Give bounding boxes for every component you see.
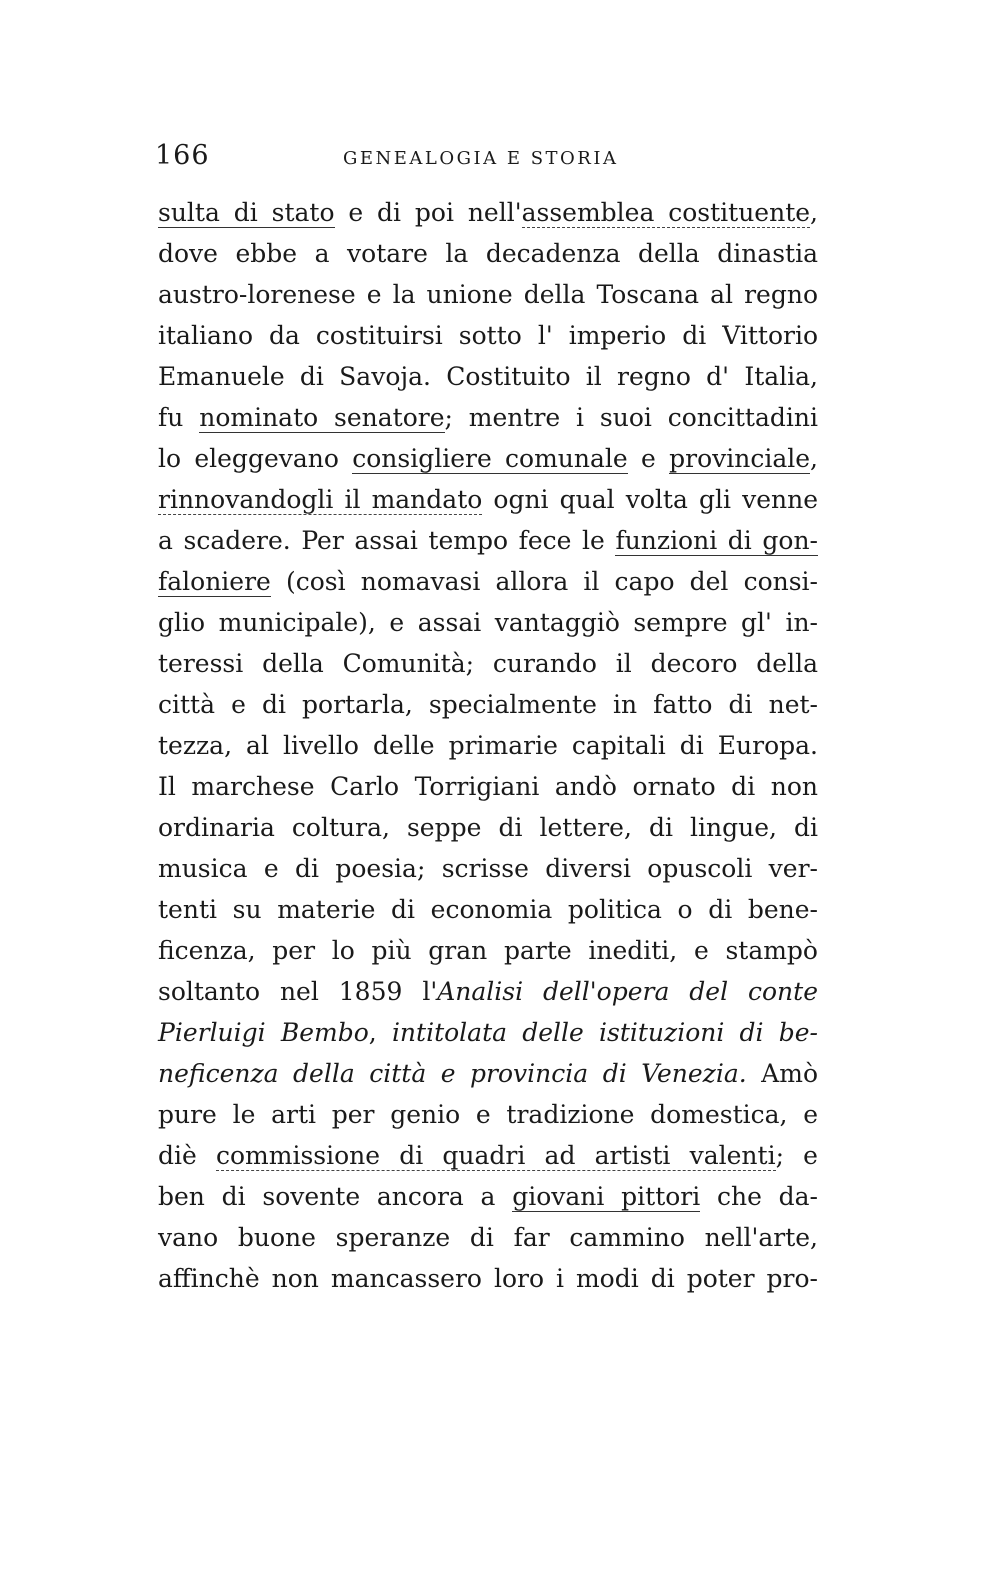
text-line: lo eleggevano consigliere comunale e provinciale, bbox=[158, 444, 818, 473]
page-number: 166 bbox=[155, 140, 210, 171]
text-line: rinnovandogli il mandato ogni qual volta gli venne bbox=[158, 485, 818, 514]
running-title: GENEALOGIA E STORIA bbox=[343, 148, 619, 169]
underlined-phrase: provinciale bbox=[669, 444, 811, 473]
text-line: italiano da costituirsi sotto l' imperio di Vittorio bbox=[158, 321, 818, 350]
underlined-phrase: assemblea costituente bbox=[521, 198, 811, 227]
text-line: tenti su materie di economia politica o di bene- bbox=[158, 895, 818, 924]
text-line: diè commissione di quadri ad artisti valenti; e bbox=[158, 1141, 818, 1170]
underlined-phrase: sulta di stato bbox=[158, 198, 335, 227]
underlined-phrase: commissione di quadri ad artisti valenti bbox=[215, 1141, 776, 1170]
text-line: a scadere. Per assai tempo fece le funzioni di gon- bbox=[158, 526, 818, 555]
page-header bbox=[155, 140, 820, 180]
text-line: glio municipale), e assai vantaggiò sempre gl' in- bbox=[158, 608, 818, 637]
text-line: Emanuele di Savoja. Costituito il regno d' Italia, bbox=[158, 362, 818, 391]
text-line: ben di sovente ancora a giovani pittori che da- bbox=[158, 1182, 818, 1211]
text-line: faloniere (così nomavasi allora il capo del consi- bbox=[158, 567, 818, 596]
underlined-phrase: giovani pittori bbox=[512, 1182, 701, 1211]
italic-title: Analisi dell'opera del conte bbox=[437, 977, 818, 1006]
text-line: città e di portarla, specialmente in fatto di net- bbox=[158, 690, 818, 719]
underlined-phrase: faloniere bbox=[158, 567, 271, 596]
underlined-phrase: rinnovandogli il mandato bbox=[158, 485, 483, 514]
italic-title: neficenza della città e provincia di Venezia. bbox=[158, 1059, 747, 1088]
body-text bbox=[158, 192, 818, 1299]
text-line: tezza, al livello delle primarie capitali di Europa. bbox=[158, 731, 818, 760]
text-line: austro-lorenese e la unione della Toscana al regno bbox=[158, 280, 818, 309]
text-line: ficenza, per lo più gran parte inediti, e stampò bbox=[158, 936, 818, 965]
text-line: pure le arti per genio e tradizione domestica, e bbox=[158, 1100, 818, 1129]
text-line: ordinaria coltura, seppe di lettere, di lingue, di bbox=[158, 813, 818, 842]
text-line: fu nominato senatore; mentre i suoi concittadini bbox=[158, 403, 818, 432]
text-line: dove ebbe a votare la decadenza della dinastia bbox=[158, 239, 818, 268]
underlined-phrase: consigliere comunale bbox=[352, 444, 628, 473]
text-line: neficenza della città e provincia di Venezia. Amò bbox=[158, 1059, 818, 1088]
text-line: affinchè non mancassero loro i modi di poter pro- bbox=[158, 1264, 818, 1293]
underlined-phrase: nominato senatore bbox=[199, 403, 445, 432]
italic-title: Pierluigi Bembo bbox=[158, 1018, 369, 1047]
text-line: Il marchese Carlo Torrigiani andò ornato di non bbox=[158, 772, 818, 801]
text-line: musica e di poesia; scrisse diversi opuscoli ver- bbox=[158, 854, 818, 883]
text-line: vano buone speranze di far cammino nell'arte, bbox=[158, 1223, 818, 1252]
text-line: teressi della Comunità; curando il decoro della bbox=[158, 649, 818, 678]
text-line: soltanto nel 1859 l'Analisi dell'opera del conte bbox=[158, 977, 818, 1006]
text-line: sulta di stato e di poi nell'assemblea costituente, bbox=[158, 198, 818, 227]
italic-title: intitolata delle istituzioni di be- bbox=[391, 1018, 818, 1047]
underlined-phrase: funzioni di gon- bbox=[615, 526, 818, 555]
text-line: Pierluigi Bembo, intitolata delle istituzioni di be- bbox=[158, 1018, 818, 1047]
